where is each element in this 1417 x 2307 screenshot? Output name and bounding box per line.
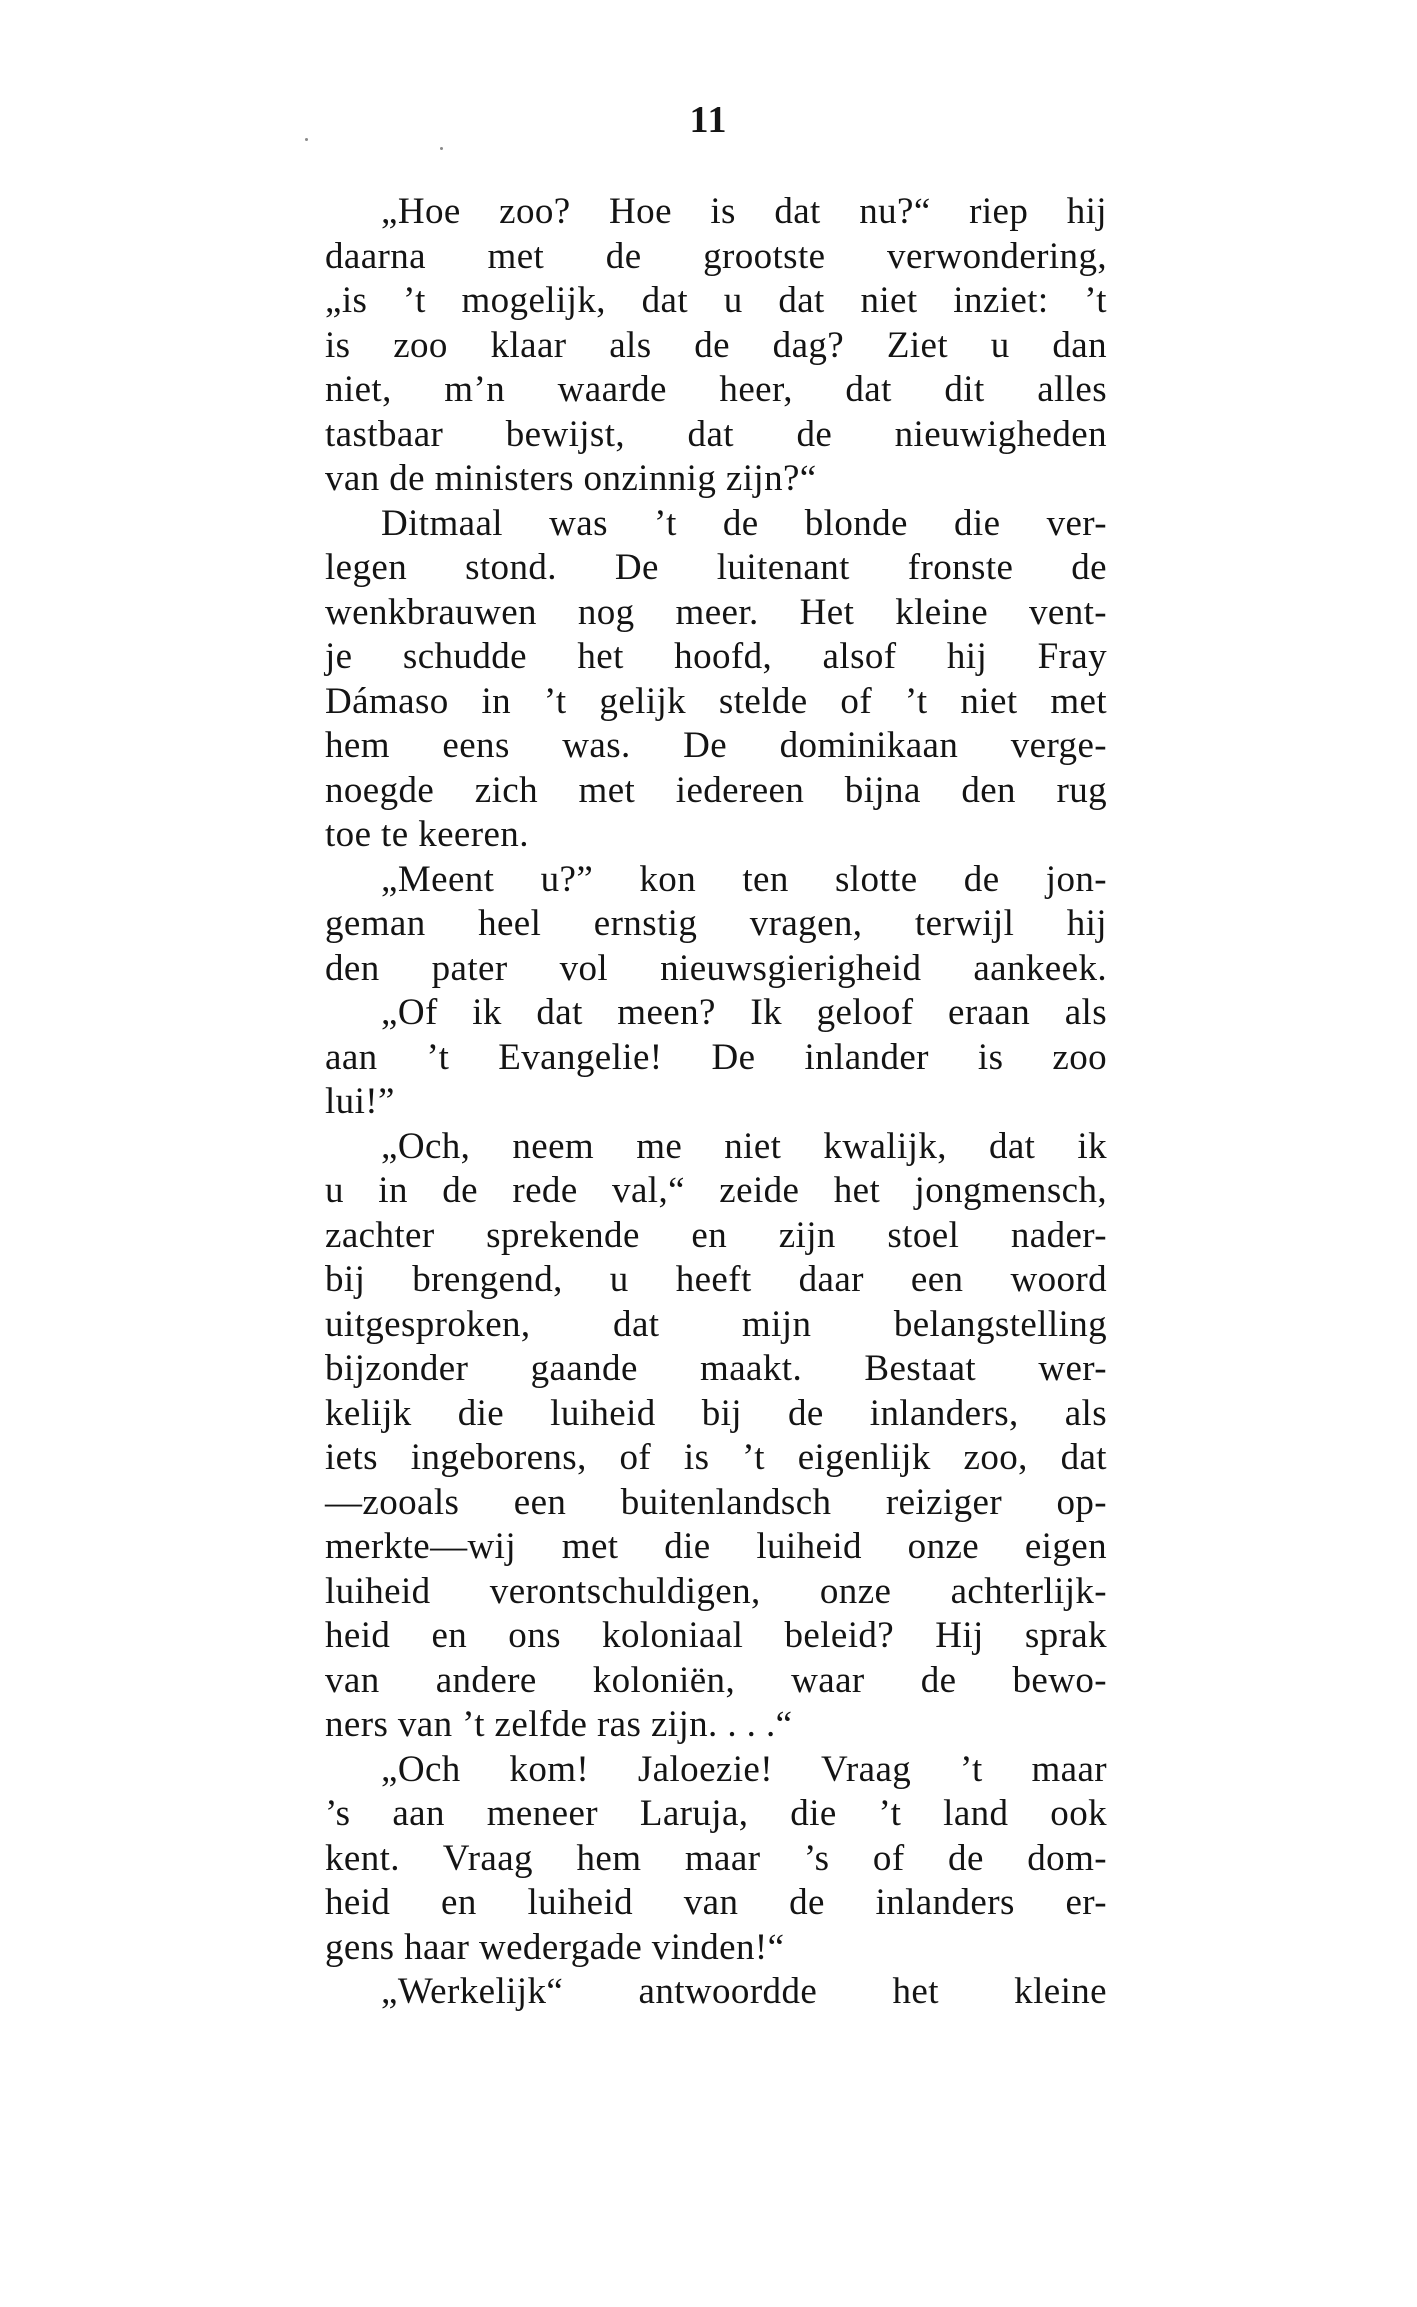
text-line: is zoo klaar als de dag? Ziet u dan — [325, 324, 1107, 366]
text-line: toe te keeren. — [325, 814, 529, 855]
text-line: „Meent u?” kon ten slotte de jon- — [381, 858, 1107, 900]
text-line: kelijk die luiheid bij de inlanders, als — [325, 1392, 1107, 1434]
text-line: „Of ik dat meen? Ik geloof eraan als — [381, 992, 1107, 1033]
page-number: 11 — [689, 99, 728, 141]
text-line: niet, m’n waarde heer, dat dit alles — [325, 369, 1107, 410]
text-line: iets ingeborens, of is ’t eigenlijk zoo, dat — [325, 1437, 1107, 1478]
text-line: tastbaar bewijst, dat de nieuwigheden — [325, 413, 1107, 455]
text-line: bij brengend, u heeft daar een woord — [325, 1259, 1107, 1300]
text-line: je schudde het hoofd, alsof hij Fray — [325, 636, 1107, 677]
text-line: Dámaso in ’t gelijk stelde of ’t niet met — [325, 680, 1107, 722]
text-line: u in de rede val,“ zeide het jongmensch, — [325, 1170, 1107, 1211]
speck — [440, 147, 443, 150]
text-line: van de ministers onzinnig zijn?“ — [325, 458, 817, 499]
text-line: „is ’t mogelijk, dat u dat niet inziet: ’t — [325, 280, 1107, 321]
text-line: van andere koloniën, waar de bewo- — [325, 1659, 1107, 1701]
text-line: uitgesproken, dat mijn belangstelling — [325, 1303, 1107, 1345]
text-line: hem eens was. De dominikaan verge- — [325, 725, 1107, 766]
text-line: wenkbrauwen nog meer. Het kleine vent- — [325, 591, 1107, 633]
text-line: aan ’t Evangelie! De inlander is zoo — [325, 1036, 1107, 1078]
text-line: kent. Vraag hem maar ’s of de dom- — [325, 1837, 1107, 1879]
text-line: lui!” — [325, 1081, 395, 1122]
text-line: „Och kom! Jaloezie! Vraag ’t maar — [381, 1748, 1107, 1790]
text-line: ners van ’t zelfde ras zijn. . . .“ — [325, 1704, 793, 1745]
text-line: merkte—wij met die luiheid onze eigen — [325, 1526, 1107, 1567]
text-line: heid en ons koloniaal beleid? Hij sprak — [325, 1615, 1107, 1656]
text-line: bijzonder gaande maakt. Bestaat wer- — [325, 1348, 1107, 1389]
text-line: geman heel ernstig vragen, terwijl hij — [325, 903, 1107, 944]
text-line: zachter sprekende en zijn stoel nader- — [325, 1214, 1107, 1256]
text-line: Ditmaal was ’t de blonde die ver- — [381, 502, 1107, 544]
text-line: legen stond. De luitenant fronste de — [325, 547, 1107, 588]
text-line: noegde zich met iedereen bijna den rug — [325, 769, 1107, 811]
text-line: „Hoe zoo? Hoe is dat nu?“ riep hij — [381, 191, 1107, 232]
text-line: daarna met de grootste verwondering, — [325, 235, 1107, 277]
text-line: —zooals een buitenlandsch reiziger op- — [325, 1481, 1107, 1523]
text-line: ’s aan meneer Laruja, die ’t land ook — [325, 1793, 1107, 1834]
text-line: „Och, neem me niet kwalijk, dat ik — [381, 1125, 1107, 1167]
text-line: den pater vol nieuwsgierigheid aankeek. — [325, 947, 1107, 989]
text-line: luiheid verontschuldigen, onze achterlijk- — [325, 1570, 1107, 1612]
text-line: heid en luiheid van de inlanders er- — [325, 1882, 1107, 1923]
text-line: gens haar wedergade vinden!“ — [325, 1926, 785, 1968]
text-line: „Werkelijk“ antwoordde het kleine — [381, 1971, 1107, 2012]
body-text — [325, 190, 1107, 2015]
